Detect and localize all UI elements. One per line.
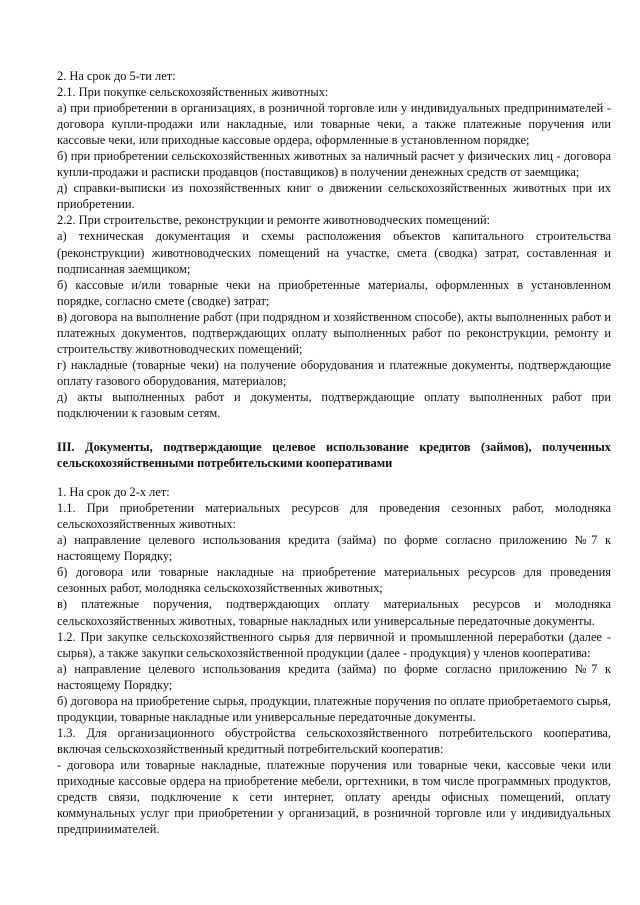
clause-1-1-v: в) платежные поручения, подтверждающих оплату материальных ресурсов и молодняка сельскохозяйственных животных, товарные накладных или универсальные передаточные документы. (57, 597, 611, 628)
clause-2-1-b: б) при приобретении сельскохозяйственных животных за наличный расчет у физических лиц - договора купли-продажи и расписки продавцов (поставщиков) в получении денежных средств от заемщика; (57, 149, 611, 180)
clause-2-2: 2.2. При строительстве, реконструкции и ремонте животноводческих помещений: (57, 213, 491, 228)
clause-2-2-g: г) накладные (товарные чеки) на получение оборудования и платежные документы, подтверждающие оплату газового оборудования, материалов; (57, 357, 611, 388)
clause-1-3: 1.3. Для организационного обустройства сельскохозяйственного потребительского кооператива, включая сельскохозяйственный кредитный потребительский кооператив: (57, 725, 611, 756)
clause-2-1-d: д) справки-выписки из похозяйственных книг о движении сельскохозяйственных животных при их приобретении. (57, 181, 611, 212)
clause-2-2-b: б) кассовые и/или товарные чеки на приобретенные материалы, оформленных в установленном порядке, согласно смете (сводке) затрат; (57, 277, 611, 308)
clause-1-3-item: - договора или товарные накладные, платежные поручения или товарные чеки, кассовые чеки или приходные кассовые ордера на приобретение мебели, оргтехники, в том числе программных продуктов, средств связи, подключение к сети интернет, оплату аренды офисных помещений, оплату коммунальных услуг при приобретении у организаций, в розничной торговле или у индивидуальных предпринимателей. (57, 757, 611, 837)
clause-2-2-a: а) техническая документация и схемы расположения объектов капитального строительства (реконструкции) животноводческих помещений на участке, смета (сводка) затрат, составленная и подписанная заемщиком; (57, 229, 611, 276)
section-1-heading: 1. На срок до 2-х лет: (57, 485, 170, 500)
clause-1-1-a: а) направление целевого использования кредита (займа) по форме согласно приложению №7 к настоящему Порядку; (57, 533, 611, 564)
clause-1-2: 1.2. При закупке сельскохозяйственного сырья для первичной и промышленной переработки (далее - сырья), а также закупки сельскохозяйственной продукции (далее - продукция) у членов кооператива: (57, 629, 611, 660)
section-spacer (57, 421, 611, 439)
clause-2-1-a: а) при приобретении в организациях, в розничной торговле или у индивидуальных предпринимателей - договора купли-продажи или накладные, или товарные чеки, а также платежные поручения или кассовые чеки, или приходные кассовые ордера, оформленные в установленном порядке; (57, 101, 611, 148)
clause-2-1: 2.1. При покупке сельскохозяйственных животных: (57, 85, 329, 100)
document-page (57, 68, 611, 837)
section-2-heading: 2. На срок до 5-ти лет: (57, 69, 176, 83)
section-spacer (57, 471, 611, 484)
clause-1-1-b: б) договора или товарные накладные на приобретение материальных ресурсов для проведения сезонных работ, молодняка сельскохозяйственных животных; (57, 565, 611, 596)
clause-1-1: 1.1. При приобретении материальных ресурсов для проведения сезонных работ, молодняка сельскохозяйственных животных: (57, 501, 611, 532)
clause-2-2-v: в) договора на выполнение работ (при подрядном и хозяйственном способе), акты выполненных работ и платежных документов, подтверждающих оплату выполненных работ по реконструкции, ремонту и строительству животноводческих помещений; (57, 309, 611, 356)
clause-1-2-b: б) договора на приобретение сырья, продукции, платежные поручения по оплате приобретаемого сырья, продукции, товарные накладные или универсальные передаточные документы. (57, 693, 611, 724)
clause-2-2-d: д) акты выполненных работ и документы, подтверждающие оплату выполненных работ при подключении к газовым сетям. (57, 389, 611, 420)
clause-1-2-a: а) направление целевого использования кредита (займа) по форме согласно приложению №7 к настоящему Порядку; (57, 661, 611, 692)
section-iii-title: III. Документы, подтверждающие целевое использование кредитов (займов), полученных сельскохозяйственными потребительскими кооперативами (57, 440, 611, 471)
